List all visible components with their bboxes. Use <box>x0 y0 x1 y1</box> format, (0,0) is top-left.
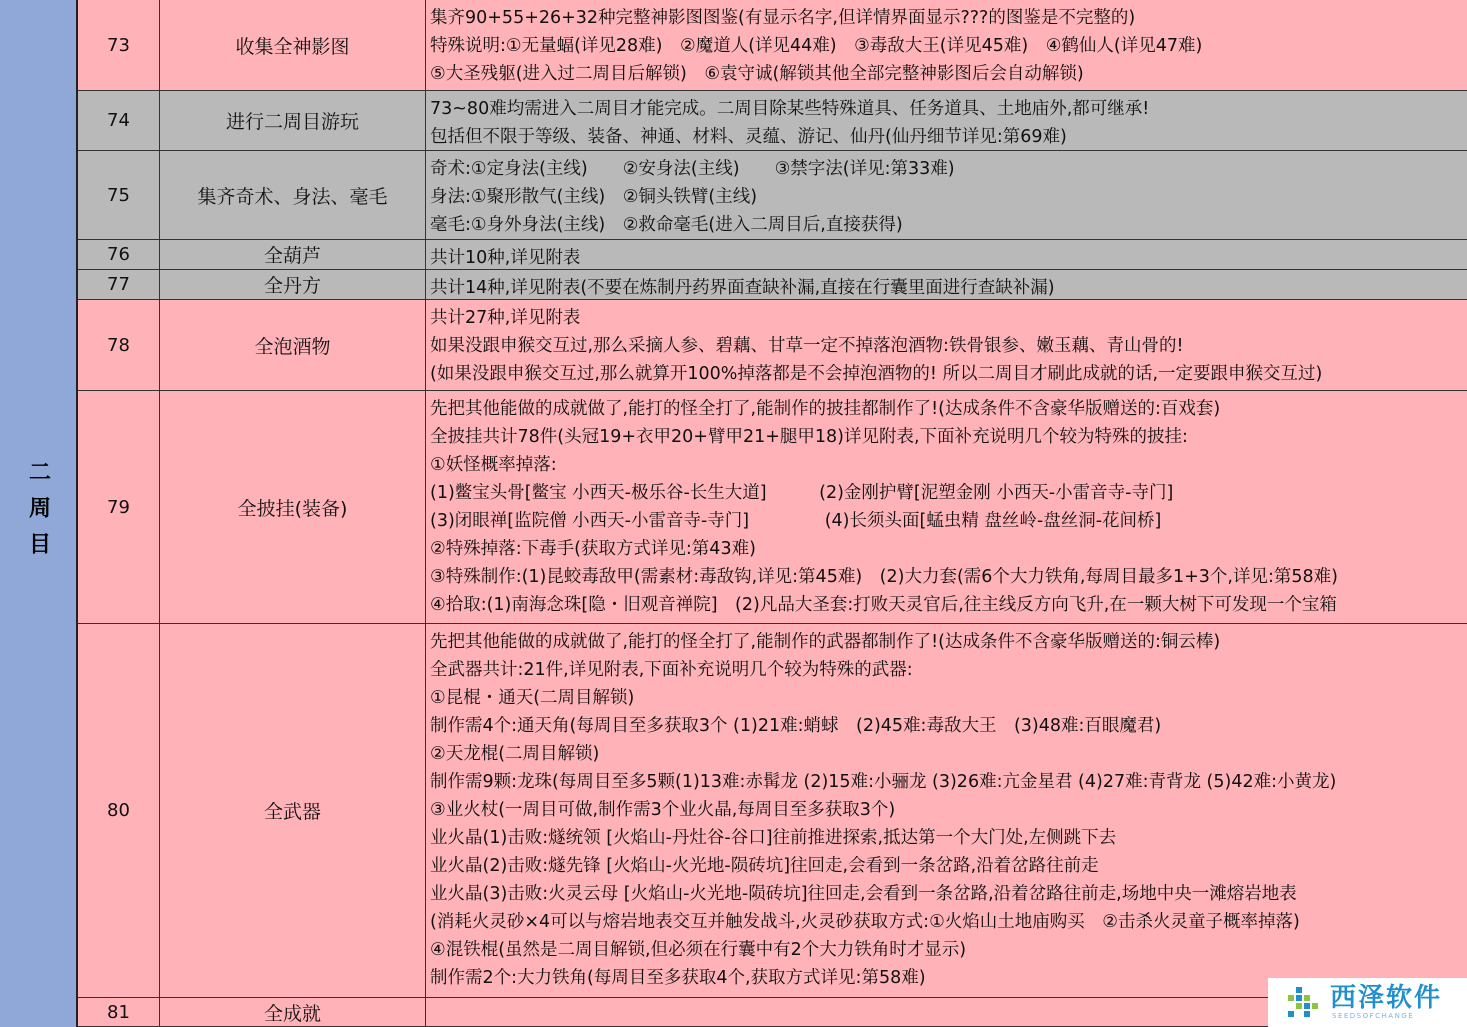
row-description <box>426 300 1467 390</box>
row-description <box>426 91 1467 150</box>
row-number: 81 <box>78 998 160 1026</box>
description-line: ③业火杖(一周目可做,制作需3个业火晶,每周目至多获取3个) <box>430 800 896 820</box>
row-description <box>426 151 1467 239</box>
table-row <box>78 998 1467 1027</box>
description-line: 制作需2个:大力铁角(每周目至多获取4个,获取方式详见:第58难) <box>430 968 926 988</box>
table-row <box>78 151 1467 240</box>
row-number: 80 <box>78 624 160 997</box>
row-title: 进行二周目游玩 <box>160 91 426 150</box>
description-line: (消耗火灵砂×4可以与熔岩地表交互并触发战斗,火灵砂获取方式:①火焰山土地庙购买 ②击杀火灵童子概率掉落) <box>430 912 1300 932</box>
description-line: ①昆棍・通天(二周目解锁) <box>430 688 635 708</box>
description-line: 业火晶(1)击败:燧统领 [火焰山-丹灶谷-谷口]往前推进探索,抵达第一个大门处,左侧跳下去 <box>430 828 1117 848</box>
row-number: 75 <box>78 151 160 239</box>
description-line: ⑤大圣残躯(进入过二周目后解锁) ⑥袁守诚(解锁其他全部完整神影图后会自动解锁) <box>430 64 1084 84</box>
table-row <box>78 240 1467 270</box>
description-line: ④混铁棍(虽然是二周目解锁,但必须在行囊中有2个大力铁角时才显示) <box>430 940 967 960</box>
description-line: 业火晶(3)击败:火灵云母 [火焰山-火光地-陨砖坑]往回走,会看到一条岔路,沿着岔路往前走,场地中央一滩熔岩地表 <box>430 884 1297 904</box>
row-title: 集齐奇术、身法、毫毛 <box>160 151 426 239</box>
watermark-logo <box>1268 978 1467 1027</box>
description-line: 毫毛:①身外身法(主线) ②救命毫毛(进入二周目后,直接获得) <box>430 215 903 235</box>
description-line: 共计27种,详见附表 <box>430 308 581 328</box>
description-line: ①妖怪概率掉落: <box>430 455 557 475</box>
description-line: ③特殊制作:(1)昆蛟毒敌甲(需素材:毒敌钩,详见:第45难) (2)大力套(需6个大力铁角,每周目最多1+3个,详见:第58难) <box>430 567 1338 587</box>
logo-cn: 西泽软件 <box>1330 983 1443 1013</box>
row-title: 全武器 <box>160 624 426 997</box>
description-line: 集齐90+55+26+32种完整神影图图鉴(有显示名字,但详情界面显示???的图鉴是不完整的) <box>430 8 1136 28</box>
section-header <box>0 0 78 1027</box>
description-line: 全武器共计:21件,详见附表,下面补充说明几个较为特殊的武器: <box>430 660 913 680</box>
table-row <box>78 0 1467 91</box>
row-title: 全泡酒物 <box>160 300 426 390</box>
table-row <box>78 624 1467 998</box>
description-line: (如果没跟申猴交互过,那么就算开100%掉落都是不会掉泡酒物的! 所以二周目才刷此成就的话,一定要跟申猴交互过) <box>430 364 1323 384</box>
description-line: 共计14种,详见附表(不要在炼制丹药界面查缺补漏,直接在行囊里面进行查缺补漏) <box>430 278 1055 298</box>
description-line: 全披挂共计78件(头冠19+衣甲20+臂甲21+腿甲18)详见附表,下面补充说明几个较为特殊的披挂: <box>430 427 1188 447</box>
row-title: 全丹方 <box>160 270 426 299</box>
description-line: 先把其他能做的成就做了,能打的怪全打了,能制作的武器都制作了!(达成条件不含豪华版赠送的:铜云棒) <box>430 632 1221 652</box>
row-description <box>426 240 1467 269</box>
description-line: 制作需4个:通天角(每周目至多获取3个 (1)21难:蛸蛷 (2)45难:毒敌大王 (3)48难:百眼魔君) <box>430 716 1162 736</box>
description-line: 73~80难均需进入二周目才能完成。二周目除某些特殊道具、任务道具、土地庙外,都可继承! <box>430 99 1150 119</box>
row-title: 全成就 <box>160 998 426 1026</box>
description-line: 包括但不限于等级、装备、神通、材料、灵蕴、游记、仙丹(仙丹细节详见:第69难) <box>430 127 1067 147</box>
row-description <box>426 270 1467 299</box>
row-title: 收集全神影图 <box>160 0 426 90</box>
table-row <box>78 391 1467 624</box>
row-description <box>426 624 1467 997</box>
table-row <box>78 300 1467 391</box>
row-number: 74 <box>78 91 160 150</box>
description-line: 特殊说明:①无量蝠(详见28难) ②魔道人(详见44难) ③毒敌大王(详见45难) ④鹤仙人(详见47难) <box>430 36 1203 56</box>
row-title: 全披挂(装备) <box>160 391 426 623</box>
row-number: 73 <box>78 0 160 90</box>
row-number: 78 <box>78 300 160 390</box>
description-line: 共计10种,详见附表 <box>430 248 581 268</box>
logo-en: SEEDSOFCHANGE <box>1332 1012 1415 1020</box>
table-row <box>78 270 1467 300</box>
description-line: (3)闭眼禅[监院僧 小西天-小雷音寺-寺门] (4)长须头面[蜢虫精 盘丝岭-盘丝洞-花间桥] <box>430 511 1162 531</box>
description-line: (1)鳖宝头骨[鳖宝 小西天-极乐谷-长生大道] (2)金刚护臂[泥塑金刚 小西天-小雷音寺-寺门] <box>430 483 1174 503</box>
row-number: 76 <box>78 240 160 269</box>
section-label: 二周目 <box>25 459 51 568</box>
row-description <box>426 0 1467 90</box>
row-number: 77 <box>78 270 160 299</box>
table-row <box>78 91 1467 151</box>
row-title: 全葫芦 <box>160 240 426 269</box>
description-line: ④拾取:(1)南海念珠[隐・旧观音禅院] (2)凡品大圣套:打败天灵官后,往主线反方向飞升,在一颗大树下可发现一个宝箱 <box>430 595 1337 615</box>
description-line: 身法:①聚形散气(主线) ②铜头铁臂(主线) <box>430 187 758 207</box>
description-line: 奇术:①定身法(主线) ②安身法(主线) ③禁字法(详见:第33难) <box>430 159 955 179</box>
description-line: 先把其他能做的成就做了,能打的怪全打了,能制作的披挂都制作了!(达成条件不含豪华版赠送的:百戏套) <box>430 399 1221 419</box>
row-description <box>426 391 1467 623</box>
description-line: 如果没跟申猴交互过,那么采摘人参、碧藕、甘草一定不掉落泡酒物:铁骨银参、嫩玉藕、青山骨的! <box>430 336 1184 356</box>
description-line: ②特殊掉落:下毒手(获取方式详见:第43难) <box>430 539 756 559</box>
row-number: 79 <box>78 391 160 623</box>
description-line: ②天龙棍(二周目解锁) <box>430 744 600 764</box>
logo-icon <box>1286 985 1322 1021</box>
description-line: 业火晶(2)击败:燧先锋 [火焰山-火光地-陨砖坑]往回走,会看到一条岔路,沿着岔路往前走 <box>430 856 1099 876</box>
description-line: 制作需9颗:龙珠(每周目至多5颗(1)13难:赤髯龙 (2)15难:小骊龙 (3)26难:亢金星君 (4)27难:青背龙 (5)42难:小黄龙) <box>430 772 1337 792</box>
